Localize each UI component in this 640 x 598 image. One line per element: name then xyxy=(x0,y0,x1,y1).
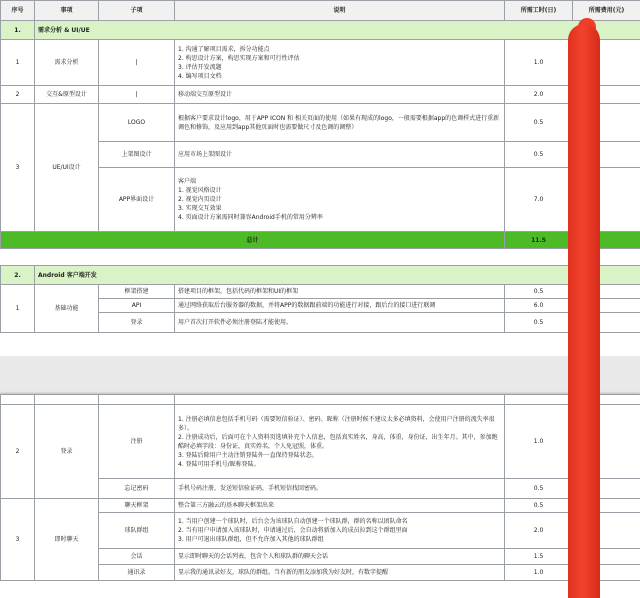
row-desc-login: 用户首次打开软件必须注册登陆才能使用。 xyxy=(175,313,505,333)
row-desc-contacts: 显示我的通讯录好友，球队的群组。当有新的朋友添加我为好友时，有数字提醒 xyxy=(175,565,505,581)
header-cost: 所需费用(元) xyxy=(573,1,640,21)
quote-table-bottom xyxy=(0,394,640,581)
row-item: 交互&原型设计 xyxy=(35,86,99,104)
header-no: 序号 xyxy=(1,1,35,21)
section-1-title: 需求分析 & UI/UE xyxy=(35,21,640,40)
row-desc-forgot: 手机号码注册，发送短信验证码，手机短信找回密码。 xyxy=(175,479,505,499)
row-sub-app: APP界面设计 xyxy=(99,168,175,232)
page-gap xyxy=(0,356,640,394)
row-days-contacts: 1.0 xyxy=(505,565,573,581)
row-desc: 1. 沟通了解项目需求，拆分功能点 2. 构思设计方案，构思实现方案和可行性评估 3. 评估开发流题 4. 编写项目文档 xyxy=(175,40,505,86)
total-row xyxy=(1,232,640,249)
row-no: 1 xyxy=(1,40,35,86)
header-sub: 子项 xyxy=(99,1,175,21)
row-no: 1 xyxy=(1,285,35,333)
row-sub: | xyxy=(99,86,175,104)
row-desc: 移动端交互原型设计 xyxy=(175,86,505,104)
row-item: 即时聊天 xyxy=(35,499,99,581)
row-days: 1.0 xyxy=(505,40,573,86)
row-days-market: 0.5 xyxy=(505,142,573,168)
row-desc-app: 客户端 1. 视觉风格设计 2. 视觉内页设计 3. 实现交互效果 4. 页面设计方案需同时兼容Android手机的常用分辨率 xyxy=(175,168,505,232)
row-sub-contacts: 通讯录 xyxy=(99,565,175,581)
section-2-no: 2. xyxy=(1,266,35,285)
row-item: 需求分析 xyxy=(35,40,99,86)
row-days-chat-frame: 0.5 xyxy=(505,499,573,513)
row-desc-session: 显示即时聊天的会话列表，包含个人和球队群的聊天会话 xyxy=(175,549,505,565)
header-days: 所需工时(日) xyxy=(505,1,573,21)
row-item: UE/UI设计 xyxy=(35,104,99,232)
row-days-forgot: 0.5 xyxy=(505,479,573,499)
row-days-api: 6.0 xyxy=(505,299,573,313)
row-days-register: 1.0 xyxy=(505,405,573,479)
header-item: 事项 xyxy=(35,1,99,21)
row-no: 3 xyxy=(1,104,35,232)
total-label: 总计 xyxy=(1,232,505,249)
sheet-page-2 xyxy=(0,394,640,598)
row-sub-session: 会话 xyxy=(99,549,175,565)
row-days-app: 7.0 xyxy=(505,168,573,232)
section-2-title: Android 客户端开发 xyxy=(35,266,640,285)
row-desc-api: 通过网络获取后台服务器的数据，并将APP的数据跟前端的功能进行对接，跟后台的接口进行联调 xyxy=(175,299,505,313)
row-sub-api: API xyxy=(99,299,175,313)
table-row xyxy=(1,86,640,104)
row-no: 2 xyxy=(1,405,35,499)
row-days: 2.0 xyxy=(505,86,573,104)
row-days-team-group: 2.0 xyxy=(505,513,573,549)
table-row xyxy=(1,104,640,142)
row-sub-register: 注册 xyxy=(99,405,175,479)
table-row xyxy=(1,405,640,479)
row-days-login: 0.5 xyxy=(505,313,573,333)
row-sub-chat-frame: 聊天框架 xyxy=(99,499,175,513)
row-desc-team-group: 1. 当用户创建一个球队时，后台会为该球队自动创建一个球队群，群的名称以团队命名 2. 当有用户申请加入该球队时，申请通过后，会自动将新加入的成员拉到这个群组里面 3. 用户可退出球队群组，但不允许加入其他的球队群组 xyxy=(175,513,505,549)
row-sub: | xyxy=(99,40,175,86)
table-row-top-edge xyxy=(1,395,640,405)
table-row xyxy=(1,40,640,86)
row-item: 基础功能 xyxy=(35,285,99,333)
row-no: 2 xyxy=(1,86,35,104)
redaction-mark xyxy=(568,24,600,598)
row-sub-logo: LOGO xyxy=(99,104,175,142)
row-sub-team-group: 球队群组 xyxy=(99,513,175,549)
header-row xyxy=(1,1,640,21)
section-1-no: 1. xyxy=(1,21,35,40)
spacer-row xyxy=(1,249,640,266)
row-no: 3 xyxy=(1,499,35,581)
row-sub-login: 登录 xyxy=(99,313,175,333)
row-desc-market: 应用市场上架图设计 xyxy=(175,142,505,168)
row-desc-logo: 根据客户要求设计logo，用于APP ICON 和 相关页面的使用（如果有现成的logo，一般需要根据app的色调样式进行重新调色和修饰，及应用到app其他页面时也需要做尺寸及色调的调整） xyxy=(175,104,505,142)
row-sub-forgot: 忘记密码 xyxy=(99,479,175,499)
total-days: 11.5 xyxy=(505,232,573,249)
section-row-2 xyxy=(1,266,640,285)
row-sub-framework: 框架搭建 xyxy=(99,285,175,299)
row-sub-market: 上架图设计 xyxy=(99,142,175,168)
row-days-session: 1.5 xyxy=(505,549,573,565)
row-item: 登录 xyxy=(35,405,99,499)
row-desc-register: 1. 注册必填信息包括手机号码（需要短信验证）、密码、昵称（注册时候不建议太多必填资料，会使用户注册的流失率很多）。 2. 注册成功后，后面可在个人资料页选填补充个人信息，包括真实姓名，身高，体重，身份证，出生年月。其中，参加跑酷时必填字段：身份证，真实姓名，个人免冠照，体重。 3. 登陆后除用户主动注销登陆外一直保持登陆状态。 4. 登陆可用手机号/昵称登陆。 xyxy=(175,405,505,479)
table-row xyxy=(1,499,640,513)
row-desc-chat-frame: 整合第三方融云的基本聊天框架出来 xyxy=(175,499,505,513)
table-row xyxy=(1,285,640,299)
header-desc: 说明 xyxy=(175,1,505,21)
section-row-1 xyxy=(1,21,640,40)
row-days-logo: 0.5 xyxy=(505,104,573,142)
row-desc-framework: 搭建项目的框架，包括代码的框架和UI的框架 xyxy=(175,285,505,299)
row-days-framework: 0.5 xyxy=(505,285,573,299)
